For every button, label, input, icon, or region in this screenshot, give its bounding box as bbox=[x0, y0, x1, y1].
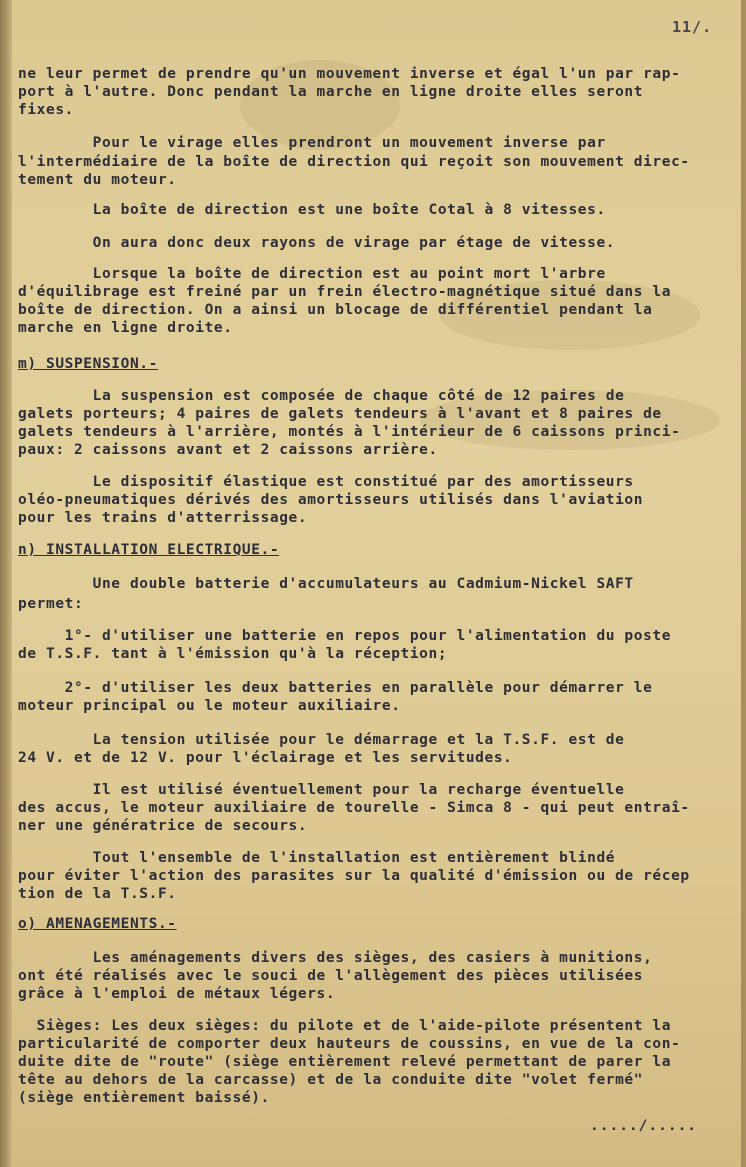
text-line: galets tendeurs à l'arrière, montés à l'intérieur de 6 caissons princi- bbox=[18, 424, 681, 440]
section-heading-amenagements: o) AMENAGEMENTS.- bbox=[18, 916, 177, 932]
text-line: Les aménagements divers des sièges, des casiers à munitions, bbox=[18, 950, 653, 966]
text-line: moteur principal ou le moteur auxiliaire. bbox=[18, 698, 401, 714]
text-line: d'équilibrage est freiné par un frein électro-magnétique situé dans la bbox=[18, 284, 672, 300]
text-line: boîte de direction. On a ainsi un blocage de différentiel pendant la bbox=[18, 302, 653, 318]
text-line: 24 V. et de 12 V. pour l'éclairage et les servitudes. bbox=[18, 750, 513, 766]
text-line: On aura donc deux rayons de virage par étage de vitesse. bbox=[18, 235, 616, 251]
text-line: La tension utilisée pour le démarrage et la T.S.F. est de bbox=[18, 732, 625, 748]
text-line: marche en ligne droite. bbox=[18, 320, 233, 336]
page-right-edge bbox=[741, 0, 746, 1167]
text-line: permet: bbox=[18, 596, 84, 612]
text-line: 2°- d'utiliser les deux batteries en parallèle pour démarrer le bbox=[18, 680, 653, 696]
text-line: Tout l'ensemble de l'installation est entièrement blindé bbox=[18, 850, 616, 866]
text-line: Il est utilisé éventuellement pour la recharge éventuelle bbox=[18, 782, 625, 798]
text-line: (siège entièrement baissé). bbox=[18, 1090, 270, 1106]
page-number: 11/. bbox=[672, 18, 713, 36]
section-heading-installation-electrique: n) INSTALLATION ELECTRIQUE.- bbox=[18, 542, 280, 558]
text-line: particularité de comporter deux hauteurs de coussins, en vue de la con- bbox=[18, 1036, 681, 1052]
text-line: oléo-pneumatiques dérivés des amortisseurs utilisés dans l'aviation bbox=[18, 492, 644, 508]
text-line: l'intermédiaire de la boîte de direction qui reçoit son mouvement direc- bbox=[18, 154, 690, 170]
text-line: fixes. bbox=[18, 102, 74, 118]
text-line: tement du moteur. bbox=[18, 172, 177, 188]
section-heading-suspension: m) SUSPENSION.- bbox=[18, 356, 158, 372]
text-line: grâce à l'emploi de métaux légers. bbox=[18, 986, 336, 1002]
continuation-mark: ...../..... bbox=[590, 1118, 698, 1134]
text-line: duite dite de "route" (siège entièrement relevé permettant de parer la bbox=[18, 1054, 672, 1070]
text-line: La boîte de direction est une boîte Cotal à 8 vitesses. bbox=[18, 202, 606, 218]
text-line: tion de la T.S.F. bbox=[18, 886, 177, 902]
text-line: Le dispositif élastique est constitué par des amortisseurs bbox=[18, 474, 634, 490]
text-line: 1°- d'utiliser une batterie en repos pour l'alimentation du poste bbox=[18, 628, 672, 644]
text-line: ne leur permet de prendre qu'un mouvement inverse et égal l'un par rap- bbox=[18, 66, 681, 82]
text-line: Lorsque la boîte de direction est au point mort l'arbre bbox=[18, 266, 606, 282]
text-line: pour éviter l'action des parasites sur la qualité d'émission ou de récep bbox=[18, 868, 690, 884]
text-line: de T.S.F. tant à l'émission qu'à la réception; bbox=[18, 646, 448, 662]
text-line: pour les trains d'atterrissage. bbox=[18, 510, 308, 526]
text-line: des accus, le moteur auxiliaire de tourelle - Simca 8 - qui peut entraî- bbox=[18, 800, 690, 816]
text-line: ner une génératrice de secours. bbox=[18, 818, 308, 834]
text-line: La suspension est composée de chaque côté de 12 paires de bbox=[18, 388, 625, 404]
text-line: tête au dehors de la carcasse) et de la conduite dite "volet fermé" bbox=[18, 1072, 644, 1088]
page-left-edge bbox=[0, 0, 12, 1167]
text-line: Sièges: Les deux sièges: du pilote et de l'aide-pilote présentent la bbox=[18, 1018, 672, 1034]
text-line: port à l'autre. Donc pendant la marche en ligne droite elles seront bbox=[18, 84, 644, 100]
text-line: galets porteurs; 4 paires de galets tendeurs à l'avant et 8 paires de bbox=[18, 406, 662, 422]
text-line: Une double batterie d'accumulateurs au Cadmium-Nickel SAFT bbox=[18, 576, 634, 592]
text-line: paux: 2 caissons avant et 2 caissons arrière. bbox=[18, 442, 438, 458]
text-line: Pour le virage elles prendront un mouvement inverse par bbox=[18, 135, 606, 151]
text-line: ont été réalisés avec le souci de l'allègement des pièces utilisées bbox=[18, 968, 644, 984]
